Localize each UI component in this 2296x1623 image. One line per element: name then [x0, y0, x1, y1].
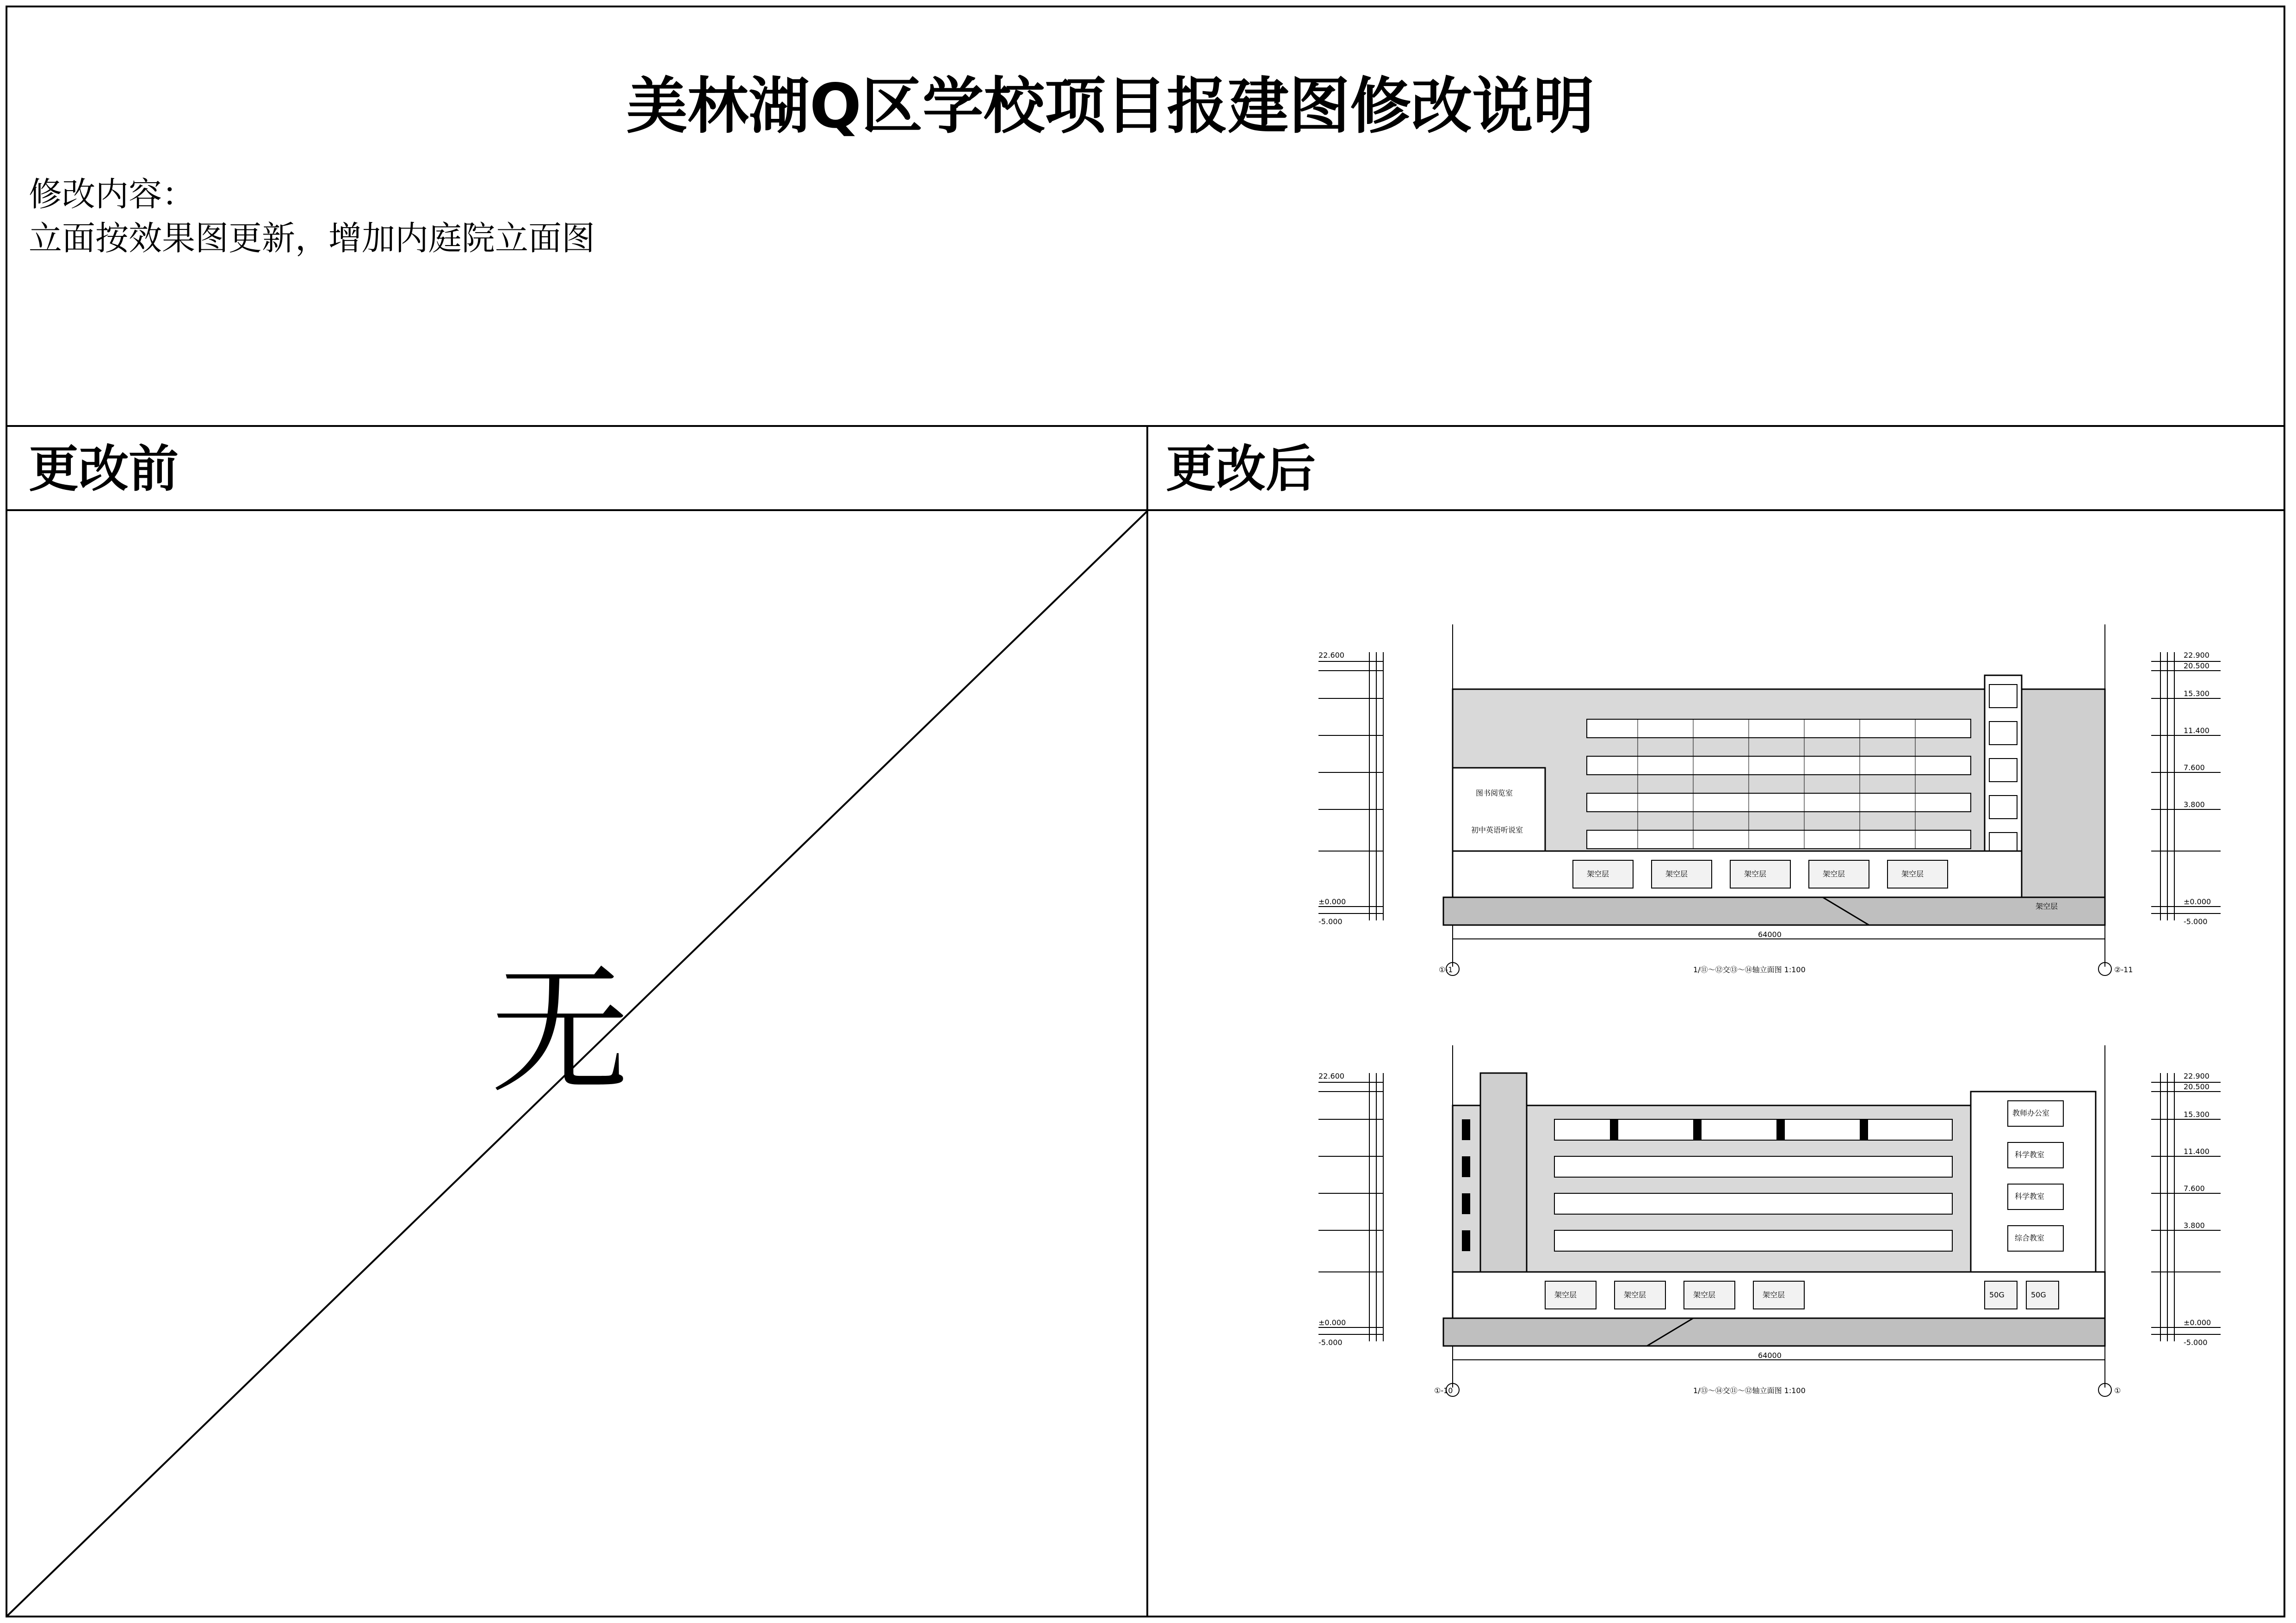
room-label: 架空层 — [1554, 1290, 1577, 1299]
axis-label: ①-1 — [1439, 965, 1453, 974]
drawing-caption: 1/⑬～⑭交⑪～⑫轴立面图 1:100 — [1693, 1386, 1806, 1395]
drawing-caption: 1/⑪～⑫交⑬～⑭轴立面图 1:100 — [1693, 965, 1806, 974]
room-label: 教师办公室 — [2012, 1109, 2050, 1117]
room-label: 综合教室 — [2015, 1234, 2045, 1242]
room-label: 架空层 — [1665, 870, 1688, 878]
room-label: 图书阅览室 — [1476, 789, 1513, 797]
elevation-label: ±0.000 — [2184, 1318, 2211, 1327]
elevation-label: 7.600 — [2184, 1184, 2205, 1193]
page-title: 美林湖Q区学校项目报建图修改说明 — [626, 71, 1595, 142]
elevation-label: ±0.000 — [1318, 1318, 1346, 1327]
elevation-label: ±0.000 — [2184, 897, 2211, 906]
before-label: 更改前 — [29, 440, 179, 498]
room-label: 50G — [1989, 1290, 2005, 1299]
divider-header — [6, 425, 2285, 427]
elevation-drawing-2 — [1314, 1045, 2230, 1406]
room-label: 科学教室 — [2015, 1150, 2045, 1159]
elevation-label: 22.900 — [2184, 651, 2209, 660]
elevation-label: -5.000 — [2184, 917, 2208, 926]
before-placeholder: 无 — [490, 950, 629, 1112]
room-label: 架空层 — [1763, 1290, 1785, 1299]
room-label: 架空层 — [1624, 1290, 1646, 1299]
axis-label: ②-11 — [2114, 965, 2133, 974]
after-label: 更改后 — [1166, 440, 1316, 498]
room-label: 架空层 — [1744, 870, 1767, 878]
elevation-label: 11.400 — [2184, 726, 2209, 735]
elevation-label: 11.400 — [2184, 1147, 2209, 1156]
room-label: 架空层 — [1823, 870, 1845, 878]
dimension-total: 64000 — [1758, 930, 1782, 939]
room-label: 50G — [2031, 1290, 2046, 1299]
elevation-label: ±0.000 — [1318, 897, 1346, 906]
elevation-label: 22.900 — [2184, 1072, 2209, 1080]
elevation-label: 20.500 — [2184, 1082, 2209, 1091]
elevation-label: 22.600 — [1318, 651, 1344, 660]
elevation-label: 20.500 — [2184, 661, 2209, 670]
room-label: 架空层 — [1693, 1290, 1716, 1299]
room-label: 科学教室 — [2015, 1192, 2045, 1201]
elevation-label: 22.600 — [1318, 1072, 1344, 1080]
elevation-label: -5.000 — [1318, 917, 1343, 926]
elevation-label: 3.800 — [2184, 1221, 2205, 1230]
elevation-label: 7.600 — [2184, 763, 2205, 772]
elevation-label: 15.300 — [2184, 1110, 2209, 1119]
elevation-label: -5.000 — [1318, 1338, 1343, 1347]
room-label: 架空层 — [1901, 870, 1924, 878]
axis-label: ①-10 — [1434, 1386, 1453, 1395]
elevation-label: -5.000 — [2184, 1338, 2208, 1347]
elevation-label: 15.300 — [2184, 689, 2209, 698]
dimension-total: 64000 — [1758, 1351, 1782, 1360]
room-label: 初中英语听说室 — [1471, 826, 1523, 834]
content-heading: 修改内容： — [29, 175, 196, 214]
room-label: 架空层 — [2036, 902, 2058, 911]
room-label: 架空层 — [1587, 870, 1609, 878]
elevation-drawing-1 — [1314, 624, 2230, 985]
elevation-label: 3.800 — [2184, 800, 2205, 809]
content-body: 立面按效果图更新，增加内庭院立面图 — [29, 219, 595, 258]
axis-label: ① — [2114, 1386, 2121, 1395]
